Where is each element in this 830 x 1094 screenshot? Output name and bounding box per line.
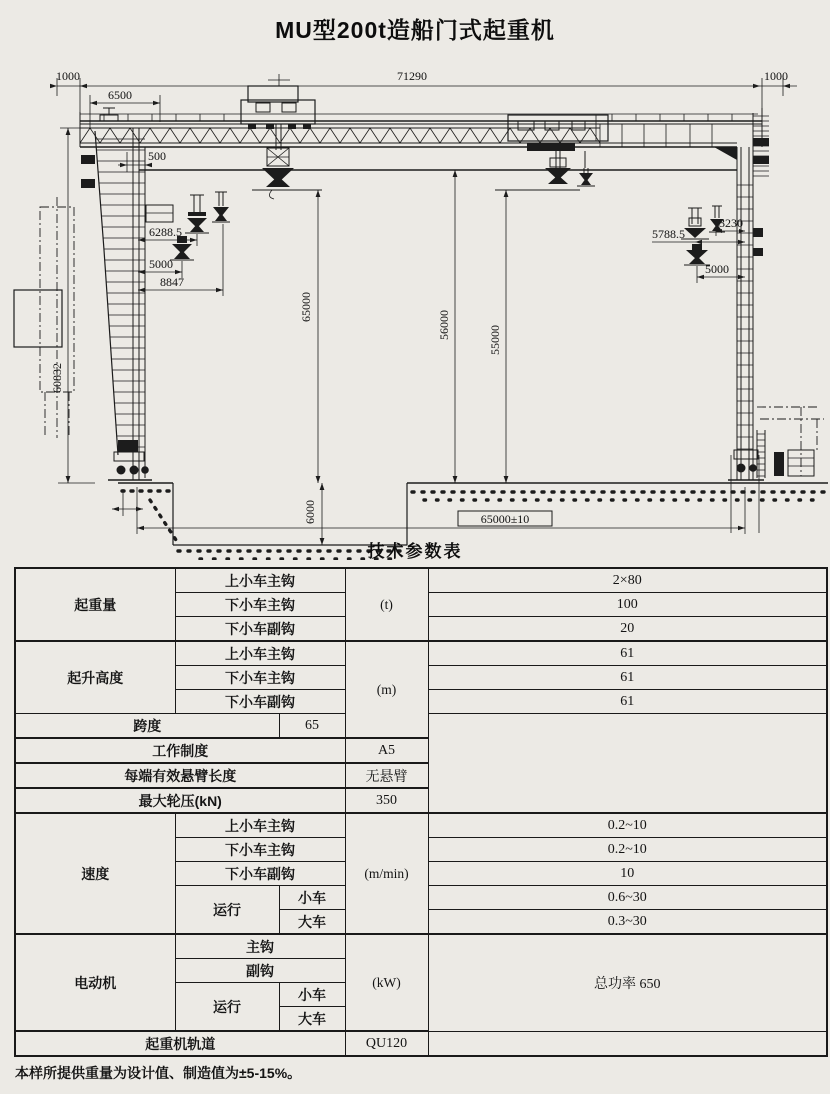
height-unit: (m) [345, 641, 428, 738]
speed-travel-value: 0.3~30 [428, 910, 827, 935]
upper-trolley [241, 74, 322, 199]
table-title: 技术参数表 [367, 542, 463, 561]
rail-label: 起重机轨道 [15, 1031, 345, 1056]
footnote: 本样所提供重量为设计值、制造值为±5-15%。 [15, 1065, 302, 1081]
dim-lift-main [299, 190, 320, 483]
speed-row-label: 下小车主钩 [175, 838, 345, 862]
speed-group-label: 速度 [15, 813, 175, 934]
dim-leg-top-width [90, 88, 160, 128]
dim-label-hook-right-3: 5000 [705, 262, 729, 276]
dim-label-lift-main: 65000 [299, 292, 313, 322]
capacity-value: 20 [428, 617, 827, 642]
dim-pit-depth [303, 483, 324, 545]
capacity-value: 2×80 [428, 568, 827, 593]
capacity-unit: (t) [345, 568, 428, 641]
dim-label-pit-depth: 6000 [303, 500, 317, 524]
span-value: 65 [279, 714, 345, 739]
right-leg [728, 113, 769, 480]
motor-row-label: 主钩 [175, 934, 345, 959]
speed-value: 0.2~10 [428, 838, 827, 862]
dim-label-56000: 56000 [437, 310, 451, 340]
capacity-row-label: 上小车主钩 [175, 568, 345, 593]
motor-group-label: 电动机 [15, 934, 175, 1031]
dim-label-span-top: 71290 [397, 69, 427, 83]
page-title: MU型200t造船门式起重机 [275, 17, 555, 43]
dim-label-hook-right-2: 3230 [719, 216, 743, 230]
speed-row-label: 上小车主钩 [175, 813, 345, 838]
dim-label-hook-left-3: 8847 [160, 275, 184, 289]
height-value: 61 [428, 690, 827, 714]
speed-travel-row-label: 小车 [279, 886, 345, 910]
motor-value: 总功率 650 [428, 934, 827, 1031]
technical-parameters-table [14, 567, 828, 1057]
height-group-label: 起升高度 [15, 641, 175, 714]
speed-unit: (m/min) [345, 813, 428, 934]
dim-label-hook-right-1: 5788.5 [652, 227, 685, 241]
phantom-left-structure [14, 197, 74, 438]
dim-span-rail [112, 455, 759, 534]
speed-value: 0.2~10 [428, 813, 827, 838]
dim-rail-offset [118, 149, 166, 172]
dim-label-overhang-right: 1000 [764, 69, 788, 83]
wheel-load-value: 350 [345, 788, 428, 813]
speed-row-label: 下小车副钩 [175, 862, 345, 886]
hooks-right [681, 206, 725, 265]
height-value: 61 [428, 666, 827, 690]
rail-value: QU120 [345, 1031, 428, 1056]
dim-label-hook-left-1: 6288.5 [149, 225, 182, 239]
height-value: 61 [428, 641, 827, 666]
height-row-label: 下小车主钩 [175, 666, 345, 690]
dim-label-rail-offset: 500 [148, 149, 166, 163]
capacity-value: 100 [428, 593, 827, 617]
lower-trolley [495, 115, 608, 190]
height-row-label: 下小车副钩 [175, 690, 345, 714]
capacity-row-label: 下小车主钩 [175, 593, 345, 617]
dim-hook-right-3 [697, 262, 745, 283]
dim-label-span-rail: 65000±10 [480, 512, 530, 526]
speed-travel-value: 0.6~30 [428, 886, 827, 910]
duty-label: 工作制度 [15, 738, 345, 763]
dim-label-overhang-left: 1000 [56, 69, 80, 83]
bridge-girder [80, 108, 762, 170]
motor-unit: (kW) [345, 934, 428, 1031]
capacity-row-label: 下小车副钩 [175, 617, 345, 642]
span-label: 跨度 [15, 714, 279, 739]
left-leg [81, 128, 173, 480]
capacity-group-label: 起重量 [15, 568, 175, 641]
dim-label-55000: 55000 [488, 325, 502, 355]
motor-travel-label: 运行 [175, 983, 279, 1032]
cantilever-value: 无悬臂 [345, 763, 428, 788]
dim-top-span [50, 69, 797, 112]
speed-travel-label: 运行 [175, 886, 279, 935]
dim-label-leg-height: 60832 [50, 363, 64, 393]
wheel-load-label: 最大轮压(kN) [15, 788, 345, 813]
speed-value: 10 [428, 862, 827, 886]
motor-travel-row-label: 大车 [279, 1007, 345, 1032]
cantilever-label: 每端有效悬臂长度 [15, 763, 345, 788]
dim-label-leg-top-width: 6500 [108, 88, 132, 102]
dim-hook-left-1 [138, 225, 197, 246]
duty-value: A5 [345, 738, 428, 763]
motor-travel-row-label: 小车 [279, 983, 345, 1007]
motor-row-label: 副钩 [175, 959, 345, 983]
height-row-label: 上小车主钩 [175, 641, 345, 666]
phantom-right-machinery [757, 407, 824, 478]
dim-56000 [437, 170, 457, 483]
dim-label-hook-left-2: 5000 [149, 257, 173, 271]
speed-travel-row-label: 大车 [279, 910, 345, 935]
dim-55000 [488, 190, 508, 483]
